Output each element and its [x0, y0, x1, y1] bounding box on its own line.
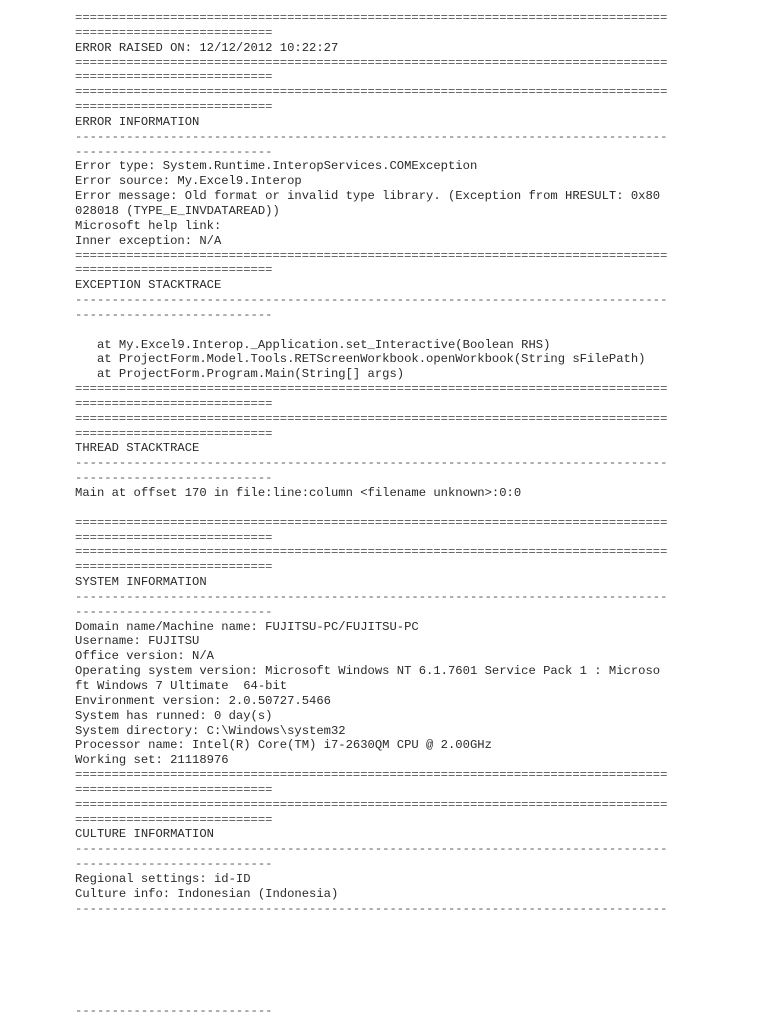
log-line: Environment version: 2.0.50727.5466	[75, 693, 331, 708]
stacktrace-line: at ProjectForm.Model.Tools.RETScreenWorkbook.openWorkbook(String sFilePath)	[75, 352, 646, 367]
log-line: Culture info: Indonesian (Indonesia)	[75, 886, 339, 901]
log-line: Working set: 21118976	[75, 753, 229, 768]
separator-double: ===========================	[75, 70, 273, 85]
separator-double: ===========================	[75, 25, 273, 40]
log-line: Office version: N/A	[75, 649, 214, 664]
log-line: Inner exception: N/A	[75, 233, 222, 248]
log-line: Username: FUJITSU	[75, 634, 200, 649]
section-heading: SYSTEM INFORMATION	[75, 575, 207, 590]
separator-double: ===========================	[75, 100, 273, 115]
section-heading: THREAD STACKTRACE	[75, 441, 200, 456]
separator-single: ---------------------------------------------------------------------------------	[75, 456, 668, 471]
log-line: Error message: Old format or invalid type library. (Exception from HRESULT: 0x80	[75, 189, 661, 204]
separator-double: ===========================	[75, 396, 273, 411]
separator-double: =================================================================================	[75, 85, 668, 100]
trailing-separator: ---------------------------	[75, 1004, 273, 1018]
separator-double: ===========================	[75, 812, 273, 827]
blank-line	[75, 501, 675, 516]
separator-double: =================================================================================	[75, 382, 668, 397]
separator-single: ---------------------------------------------------------------------------------	[75, 901, 668, 916]
separator-double: =================================================================================	[75, 248, 668, 263]
separator-double: =================================================================================	[75, 768, 668, 783]
separator-single: ---------------------------	[75, 604, 273, 619]
separator-single: ---------------------------	[75, 471, 273, 486]
separator-double: =================================================================================	[75, 545, 668, 560]
separator-single: ---------------------------	[75, 144, 273, 159]
stacktrace-line: at My.Excel9.Interop._Application.set_Interactive(Boolean RHS)	[75, 337, 551, 352]
separator-single: ---------------------------------------------------------------------------------	[75, 129, 668, 144]
separator-single: ---------------------------------------------------------------------------------	[75, 293, 668, 308]
separator-double: ===========================	[75, 263, 273, 278]
log-line: System has runned: 0 day(s)	[75, 708, 273, 723]
separator-single: ---------------------------------------------------------------------------------	[75, 589, 668, 604]
separator-double: =================================================================================	[75, 411, 668, 426]
log-line: Domain name/Machine name: FUJITSU-PC/FUJITSU-PC	[75, 619, 419, 634]
log-line: ft Windows 7 Ultimate 64-bit	[75, 678, 288, 693]
log-line: Operating system version: Microsoft Windows NT 6.1.7601 Service Pack 1 : Microso	[75, 664, 661, 679]
log-line: Error type: System.Runtime.InteropServices.COMException	[75, 159, 478, 174]
log-line: Regional settings: id-ID	[75, 871, 251, 886]
separator-double: ===========================	[75, 426, 273, 441]
separator-double: ===========================	[75, 560, 273, 575]
log-line: ERROR RAISED ON: 12/12/2012 10:22:27	[75, 40, 339, 55]
blank-line	[75, 323, 675, 338]
separator-double: =================================================================================	[75, 797, 668, 812]
log-line: Processor name: Intel(R) Core(TM) i7-2630QM CPU @ 2.00GHz	[75, 738, 492, 753]
separator-single: ---------------------------------------------------------------------------------	[75, 842, 668, 857]
log-line: Main at offset 170 in file:line:column <filename unknown>:0:0	[75, 486, 522, 500]
stacktrace-line: at ProjectForm.Program.Main(String[] args)	[75, 367, 405, 382]
separator-double: =================================================================================	[75, 55, 668, 70]
separator-double: ===========================	[75, 530, 273, 545]
separator-double: =================================================================================	[75, 515, 668, 530]
section-heading: EXCEPTION STACKTRACE	[75, 278, 222, 293]
separator-double: ===========================	[75, 782, 273, 797]
section-heading: ERROR INFORMATION	[75, 114, 200, 129]
section-heading: CULTURE INFORMATION	[75, 827, 214, 842]
error-log-document	[75, 11, 675, 916]
log-line: System directory: C:\Windows\system32	[75, 723, 346, 738]
separator-single: ---------------------------	[75, 857, 273, 872]
log-line: 028018 (TYPE_E_INVDATAREAD))	[75, 203, 280, 218]
separator-single: ---------------------------	[75, 307, 273, 322]
log-line: Microsoft help link:	[75, 218, 222, 233]
separator-double: =================================================================================	[75, 11, 668, 25]
log-line: Error source: My.Excel9.Interop	[75, 174, 302, 189]
